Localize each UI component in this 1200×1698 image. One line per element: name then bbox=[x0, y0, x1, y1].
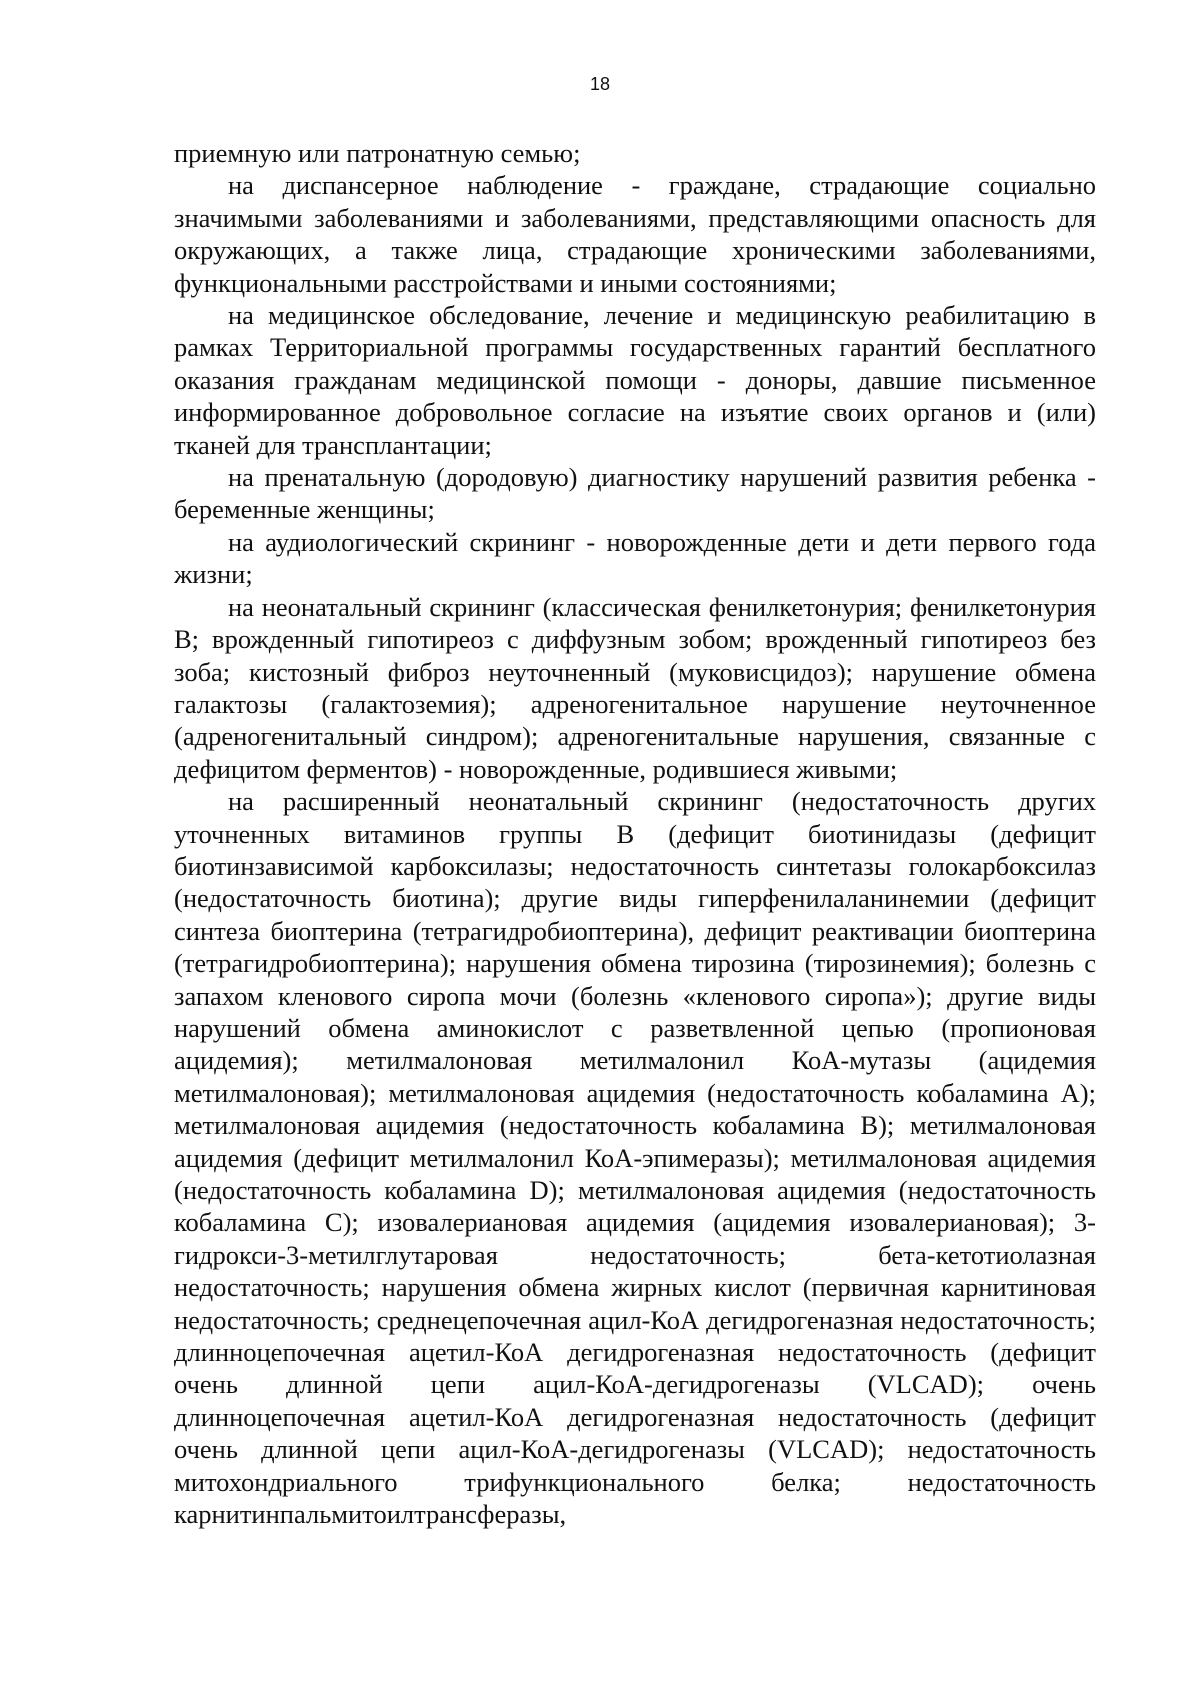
document-body bbox=[174, 137, 1096, 1530]
paragraph-dispensary-observation: на диспансерное наблюдение - граждане, страдающие социально значимыми заболеваниями и заболеваниями, представляющими опасность для окружающих, а также лица, страдающие хроническими заболеваниями, функциональными расстройствами и иными состояниями; bbox=[174, 170, 1096, 298]
paragraph-prenatal-diagnostics: на пренатальную (дородовую) диагностику нарушений развития ребенка - беременные женщины; bbox=[174, 462, 1096, 525]
paragraph-continuation: приемную или патронатную семью; bbox=[174, 138, 581, 168]
paragraph-extended-neonatal-screening: на расширенный неонатальный скрининг (недостаточность других уточненных витаминов группы B (дефицит биотинидазы (дефицит биотинзависимой карбоксилазы; недостаточность синтетазы голокарбоксилаз (недостаточность биотина); другие виды гиперфенилаланинемии (дефицит синтеза биоптерина (тетрагидробиоптерина), дефицит реактивации биоптерина (тетрагидробиоптерина); нарушения обмена тирозина (тирозинемия); болезнь с запахом кленового сиропа мочи (болезнь «кленового сиропа»); другие виды нарушений обмена аминокислот с разветвленной цепью (пропионовая ацидемия); метилмалоновая метилмалонил КоА-мутазы (ацидемия метилмалоновая); метилмалоновая ацидемия (недостаточность кобаламина A); метилмалоновая ацидемия (недостаточность кобаламина B); метилмалоновая ацидемия (дефицит метилмалонил КоА-эпимеразы); метилмалоновая ацидемия (недостаточность кобаламина D); метилмалоновая ацидемия (недостаточность кобаламина C); изовалериановая ацидемия (ацидемия изовалериановая); 3-гидрокси-3-метилглутаровая недостаточность; бета-кетотиолазная недостаточность; нарушения обмена жирных кислот (первичная карнитиновая недостаточность; среднецепочечная ацил-КоА дегидрогеназная недостаточность; длинноцепочечная ацетил-КоА дегидрогеназная недостаточность (дефицит очень длинной цепи ацил-КоА-дегидрогеназы (VLCAD); очень длинноцепочечная ацетил-КоА дегидрогеназная недостаточность (дефицит очень длинной цепи ацил-КоА-дегидрогеназы (VLCAD); недостаточность митохондриального трифункционального белка; недостаточность карнитинпальмитоилтрансферазы, bbox=[174, 786, 1096, 1530]
paragraph-neonatal-screening: на неонатальный скрининг (классическая фенилкетонурия; фенилкетонурия B; врожденный гипотиреоз с диффузным зобом; врожденный гипотиреоз без зоба; кистозный фиброз неуточненный (муковисцидоз); нарушение обмена галактозы (галактоземия); адреногенитальное нарушение неуточненное (адреногенитальный синдром); адреногенитальные нарушения, связанные с дефицитом ферментов) - новорожденные, родившиеся живыми; bbox=[174, 591, 1096, 784]
page-number: 18 bbox=[589, 74, 611, 94]
paragraph-medical-examination-donors: на медицинское обследование, лечение и медицинскую реабилитацию в рамках Территориальной программы государственных гарантий бесплатного оказания гражданам медицинской помощи - доноры, давшие письменное информированное добровольное согласие на изъятие своих органов и (или) тканей для трансплантации; bbox=[174, 300, 1096, 460]
paragraph-audiological-screening: на аудиологический скрининг - новорожденные дети и дети первого года жизни; bbox=[174, 526, 1096, 590]
